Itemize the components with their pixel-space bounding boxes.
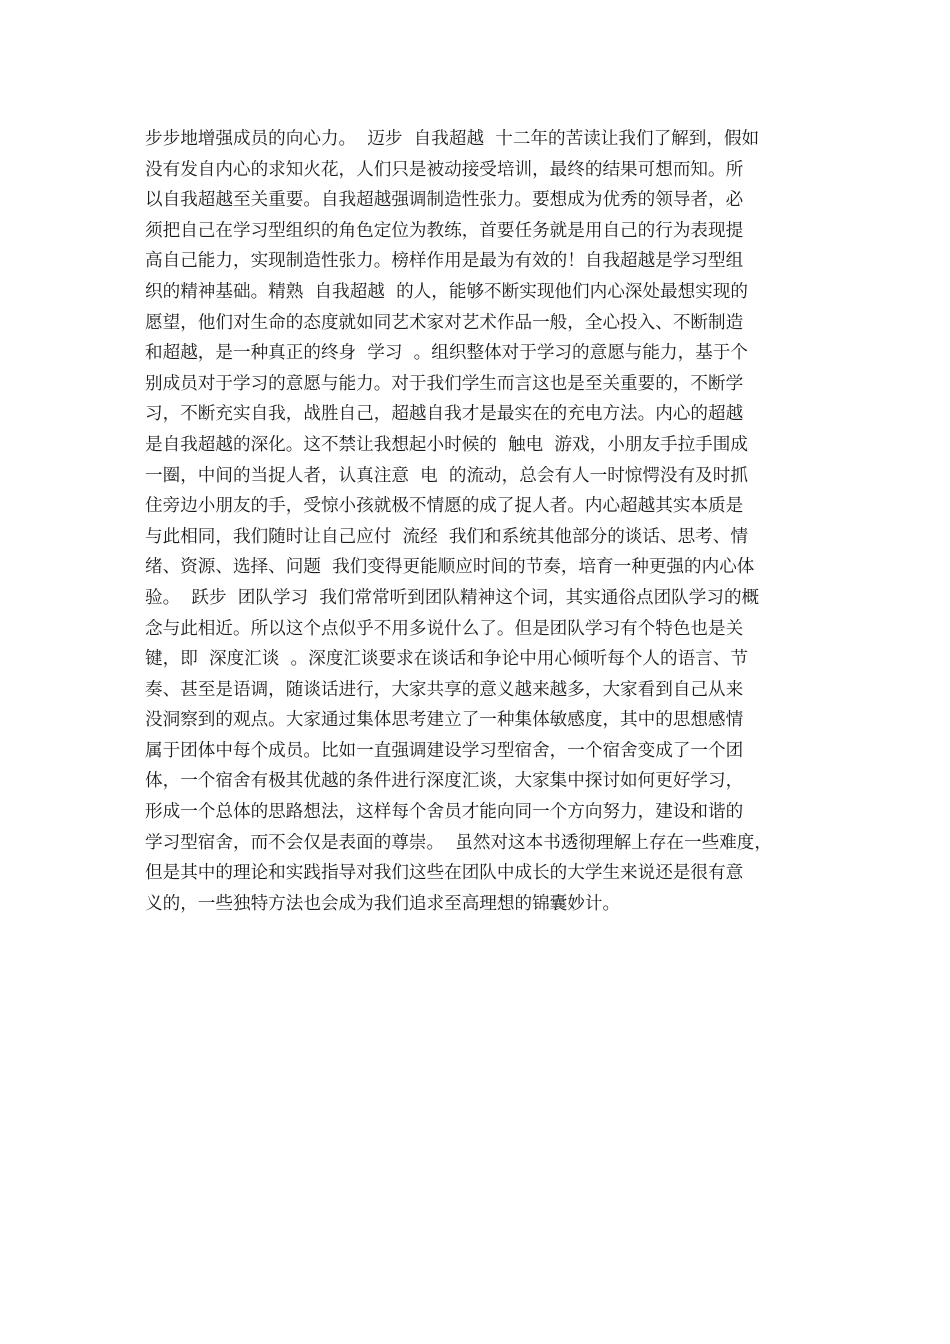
text-line: 住旁边小朋友的手，受惊小孩就极不情愿的成了捉人者。内心超越其实本质是: [145, 496, 744, 517]
text-line: 与此相同，我们随时让自己应付 流经 我们和系统其他部分的谈话、思考、情: [145, 526, 748, 547]
text-line: 形成一个总体的思路想法，这样每个舍员才能向同一个方向努力，建设和谐的: [145, 802, 744, 823]
text-line: 一圈，中间的当捉人者，认真注意 电 的流动，总会有人一时惊愕没有及时抓: [145, 465, 748, 486]
text-line: 验。 跃步 团队学习 我们常常听到团队精神这个词，其实通俗点团队学习的概: [145, 587, 760, 608]
text-line: 体，一个宿舍有极其优越的条件进行深度汇谈，大家集中探讨如何更好学习，: [145, 771, 744, 792]
text-line: 键，即 深度汇谈 。深度汇谈要求在谈话和争论中用心倾听每个人的语言、节: [145, 649, 748, 670]
text-line: 属于团体中每个成员。比如一直强调建设学习型宿舍，一个宿舍变成了一个团: [145, 740, 744, 761]
text-line: 习，不断充实自我，战胜自己，超越自我才是最实在的充电方法。内心的超越: [145, 404, 744, 425]
text-line: 义的，一些独特方法也会成为我们追求至高理想的锦囊妙计。: [145, 893, 621, 914]
text-line: 高自己能力，实现制造性张力。榜样作用是最为有效的！自我超越是学习型组: [145, 251, 744, 272]
text-line: 绪、资源、选择、问题 我们变得更能顺应时间的节奏，培育一种更强的内心体: [145, 557, 755, 578]
text-line: 但是其中的理论和实践指导对我们这些在团队中成长的大学生来说还是很有意: [145, 863, 744, 884]
text-line: 和超越，是一种真正的终身 学习 。组织整体对于学习的意愿与能力，基于个: [145, 343, 748, 364]
body-text: [145, 124, 815, 919]
text-line: 织的精神基础。精熟 自我超越 的人，能够不断实现他们内心深处最想实现的: [145, 281, 748, 302]
text-line: 以自我超越至关重要。自我超越强调制造性张力。要想成为优秀的领导者，必: [145, 190, 744, 211]
text-line: 步步地增强成员的向心力。 迈步 自我超越 十二年的苦读让我们了解到，假如: [145, 129, 760, 149]
text-line: 念与此相近。所以这个点似乎不用多说什么了。但是团队学习有个特色也是关: [145, 618, 744, 639]
text-line: 愿望，他们对生命的态度就如同艺术家对艺术作品一般，全心投入、不断制造: [145, 312, 744, 333]
text-line: 学习型宿舍，而不会仅是表面的尊崇。 虽然对这本书透彻理解上存在一些难度，: [145, 832, 772, 853]
text-line: 须把自己在学习型组织的角色定位为教练，首要任务就是用自己的行为表现提: [145, 220, 744, 241]
text-line: 是自我超越的深化。这不禁让我想起小时候的 触电 游戏，小朋友手拉手围成: [145, 434, 748, 455]
text-line: 奏、甚至是语调，随谈话进行，大家共享的意义越来越多，大家看到自己从来: [145, 679, 744, 700]
text-line: 别成员对于学习的意愿与能力。对于我们学生而言这也是至关重要的，不断学: [145, 373, 744, 394]
text-line: 没有发自内心的求知火花，人们只是被动接受培训，最终的结果可想而知。所: [145, 159, 744, 180]
text-line: 没洞察到的观点。大家通过集体思考建立了一种集体敏感度，其中的思想感情: [145, 710, 744, 731]
